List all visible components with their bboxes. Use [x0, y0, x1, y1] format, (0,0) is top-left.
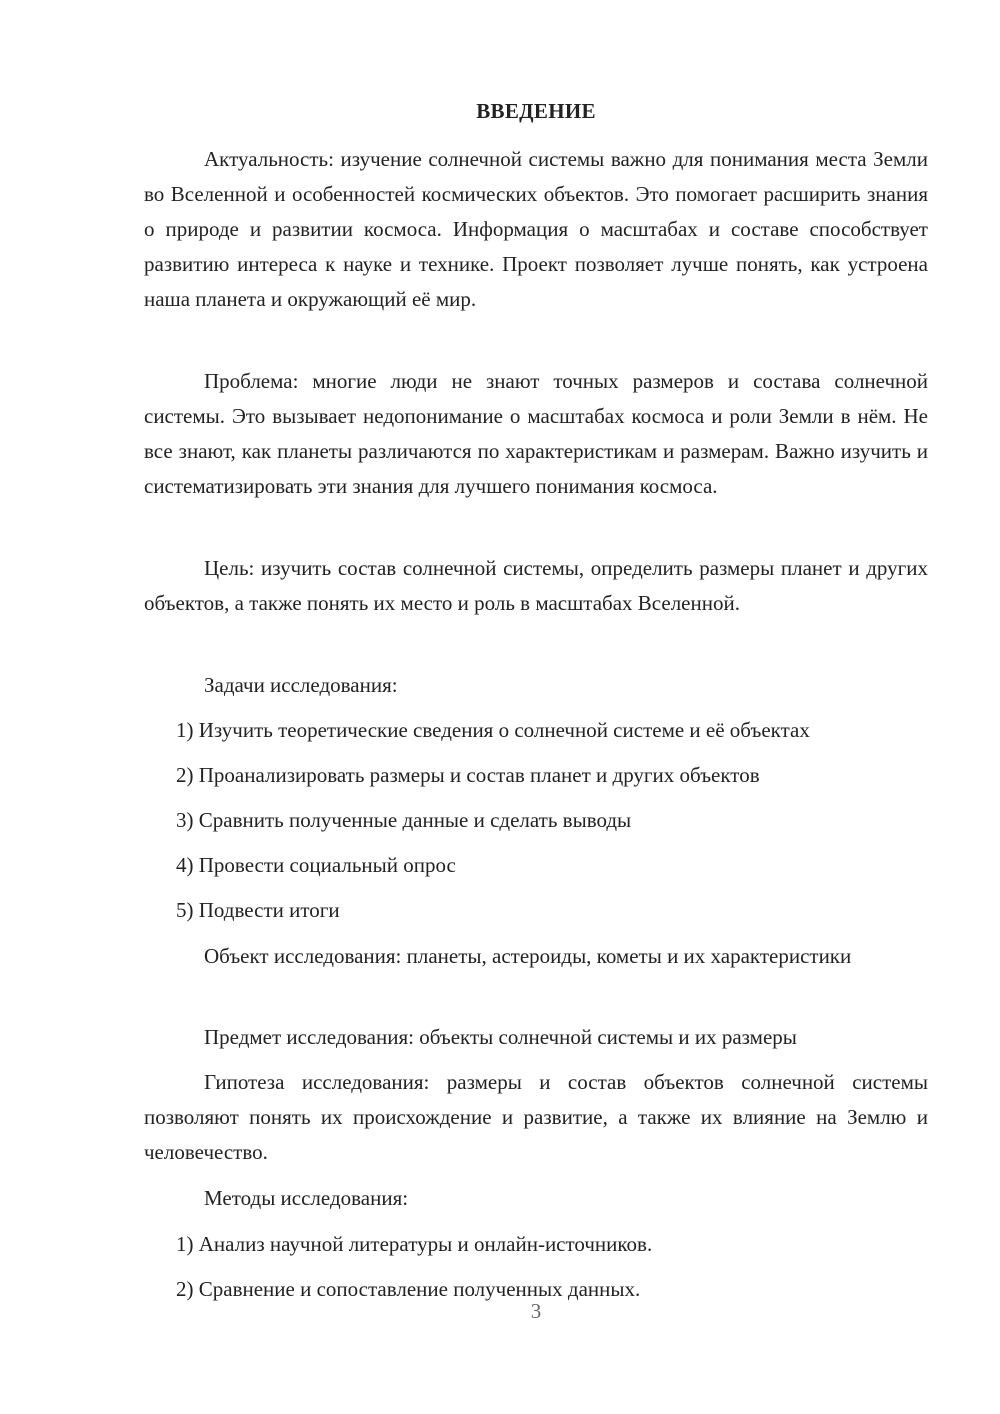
problem-paragraph: Проблема: многие люди не знают точных размеров и состава солнечной системы. Это вызывает недопонимание о масштабах космоса и роли Земли в нём. Не все знают, как планеты различаются по характеристикам и размерам. Важно изучить и систематизировать эти знания для лучшего понимания космоса. — [144, 369, 928, 498]
section-title: ВВЕДЕНИЕ — [476, 99, 596, 123]
goal-paragraph: Цель: изучить состав солнечной системы, определить размеры планет и других объектов, а также понять их место и роль в масштабах Вселенной. — [144, 556, 928, 615]
hypothesis-paragraph: Гипотеза исследования: размеры и состав объектов солнечной системы позволяют понять их происхождение и развитие, а также их влияние на Землю и человечество. — [144, 1070, 928, 1164]
methods-heading: Методы исследования: — [204, 1186, 409, 1210]
object-paragraph: Объект исследования: планеты, астероиды, кометы и их характеристики — [204, 944, 852, 968]
task-item: 4) Провести социальный опрос — [176, 853, 456, 877]
subject-paragraph: Предмет исследования: объекты солнечной системы и их размеры — [204, 1025, 797, 1049]
method-item: 2) Сравнение и сопоставление полученных данных. — [176, 1277, 641, 1301]
tasks-heading: Задачи исследования: — [204, 673, 398, 697]
task-item: 2) Проанализировать размеры и состав планет и других объектов — [176, 763, 760, 787]
task-item: 3) Сравнить полученные данные и сделать выводы — [176, 808, 632, 832]
relevance-paragraph: Актуальность: изучение солнечной системы важно для понимания места Земли во Вселенной и особенностей космических объектов. Это помогает расширить знания о природе и развитии космоса. Информация о масштабах и составе способствует развитию интереса к науке и технике. Проект позволяет лучше понять, как устроена наша планета и окружающий её мир. — [144, 147, 928, 311]
method-item: 1) Анализ научной литературы и онлайн-источников. — [176, 1232, 653, 1256]
page-number: 3 — [530, 1299, 542, 1323]
task-item: 5) Подвести итоги — [176, 898, 340, 922]
task-item: 1) Изучить теоретические сведения о солнечной системе и её объектах — [176, 718, 810, 742]
